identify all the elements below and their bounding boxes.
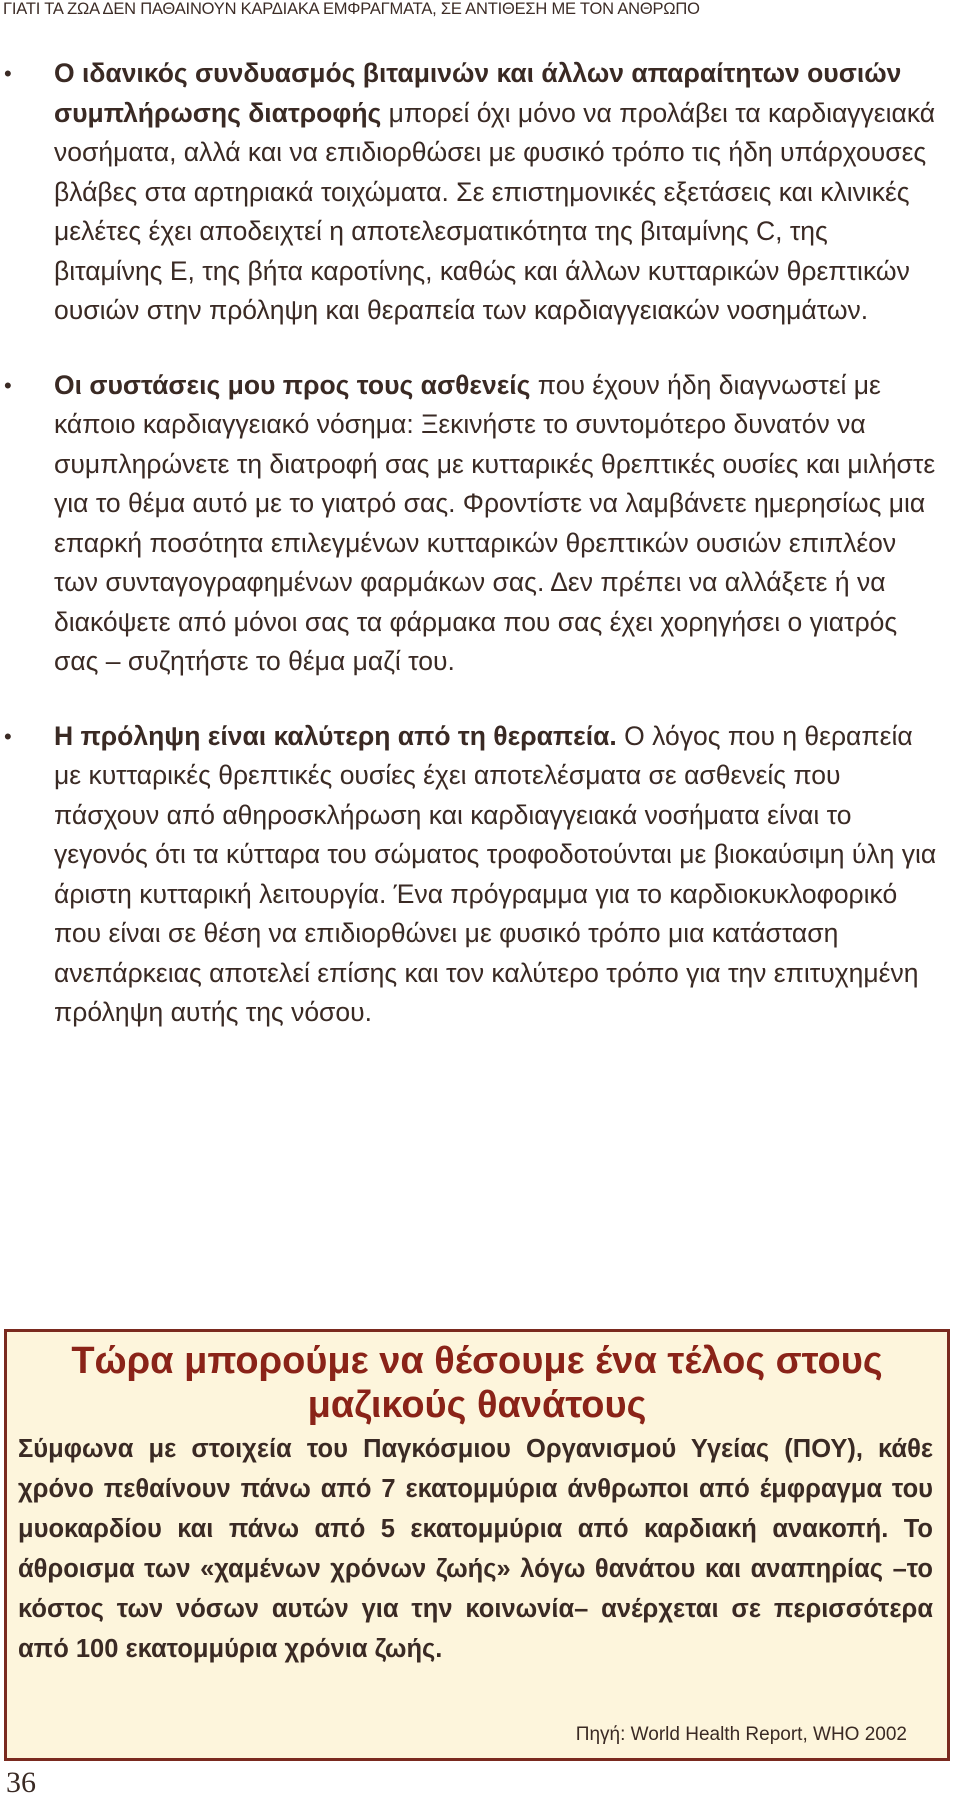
bullet-list xyxy=(0,54,960,1033)
who-callout-box xyxy=(4,1329,950,1761)
bullet-text: Ο λόγος που η θεραπεία με κυτταρικές θρεπτικές ουσίες έχει αποτελέσματα σε ασθενείς που πάσχουν από αθηροσκλήρωση και καρδιαγγειακά νοσήματα είναι το γεγονός ότι τα κύτταρα του σώματος τροφοδοτούνται με βιοκαύσιμη ύλη για άριστη κυτταρική λειτουργία. Ένα πρόγραμμα για το καρδιοκυκλοφορικό που είναι σε θέση να επιδιορθώνει με φυσικό τρόπο μια κατάσταση ανεπάρκειας αποτελεί επίσης και τον καλύτερο τρόπο για την επιτυχημένη πρόληψη αυτής της νόσου. xyxy=(54,720,937,1027)
bullet-lead: Ο ιδανικός συνδυασμός βιταμινών και άλλων απαραίτητων ουσιών συμπλήρωσης διατροφής xyxy=(54,58,902,128)
bullet-lead: Οι συστάσεις μου προς τους ασθενείς xyxy=(54,369,531,400)
bullet-text: που έχουν ήδη διαγνωστεί με κάποιο καρδιαγγειακό νόσημα: Ξεκινήστε το συντομότερο δυνατόν να συμπληρώνετε τη διατροφή σας με κυτταρικές θρεπτικές ουσίες και μιλήστε για το θέμα αυτό με το γιατρό σας. Φροντίστε να λαμβάνετε ημερησίως μια επαρκή ποσότητα επιλεγμένων κυτταρικών θρεπτικών ουσιών επιπλέον των συνταγογραφημένων φαρμάκων σας. Δεν πρέπει να αλλάξετε ή να διακόψετε από μόνοι σας τα φάρμακα που σας έχει χορηγήσει ο γιατρός σας – συζητήστε το θέμα μαζί του. xyxy=(54,369,936,676)
callout-source: Πηγή: World Health Report, WHO 2002 xyxy=(575,1724,907,1745)
page-number: 36 xyxy=(6,1766,36,1799)
bullet-marker: • xyxy=(4,61,12,86)
running-header: ΓΙΑΤΙ ΤΑ ΖΩΑ ΔΕΝ ΠΑΘΑΙΝΟΥΝ ΚΑΡΔΙΑΚΑ ΕΜΦΡΑΓΜΑΤΑ, ΣΕ ΑΝΤΙΘΕΣΗ ΜΕ ΤΟΝ ΑΝΘΡΩΠΟ xyxy=(3,0,700,18)
bullet-item-vitamins xyxy=(0,54,960,331)
bullet-marker: • xyxy=(4,372,12,398)
bullet-marker: • xyxy=(4,723,12,749)
bullet-item-prevention xyxy=(0,717,960,1033)
bullet-text: μπορεί όχι μόνο να προλάβει τα καρδιαγγειακά νοσήματα, αλλά και να επιδιορθώσει με φυσικό τρόπο τις ήδη υπάρχουσες βλάβες στα αρτηριακά τοιχώματα. Σε επιστημονικές εξετάσεις και κλινικές μελέτες έχει αποδειχτεί η αποτελεσματικότητα της βιταμίνης C, της βιταμίνης E, της βήτα καροτίνης, καθώς και άλλων κυτταρικών θρεπτικών ουσιών στην πρόληψη και θεραπεία των καρδιαγγειακών νοσημάτων. xyxy=(54,97,936,325)
callout-title: Τώρα μπορούμε να θέσουμε ένα τέλος στους μαζικούς θανάτους xyxy=(71,1340,883,1426)
bullet-item-recommendations xyxy=(0,366,960,682)
bullet-lead: Η πρόληψη είναι καλύτερη από τη θεραπεία. xyxy=(54,720,617,751)
callout-body: Σύμφωνα με στοιχεία του Παγκόσμιου Οργανισμού Υγείας (ΠΟΥ), κάθε χρόνο πεθαίνουν πάνω από 7 εκατομμύρια άνθρωποι από έμφραγμα του μυοκαρδίου και πάνω από 5 εκατομμύρια από καρδιακή ανακοπή. Το άθροισμα των «χαμένων χρόνων ζωής» λόγω θανάτου και αναπηρίας –το κόστος των νόσων αυτών για την κοινωνία– ανέρχεται σε περισσότερα από 100 εκατομμύρια χρόνια ζωής. xyxy=(18,1435,933,1663)
